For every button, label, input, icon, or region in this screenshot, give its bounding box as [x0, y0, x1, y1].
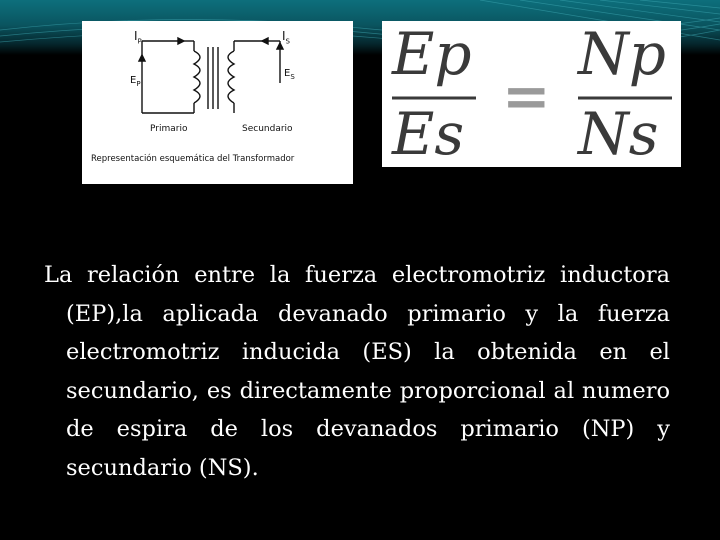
label-is: $I_S$: [282, 29, 290, 46]
formula-right-numerator: Np: [578, 20, 666, 88]
body-paragraph: La relación entre la fuerza electromotriz inductora (EP),la aplicada devanado primario y la fuerza electromotriz inducida (ES) la obtenida en el secundario, es directamente proporcional al numero de espira de los devanados primario (NP) y secundario (NS).: [44, 262, 670, 481]
label-ip: $I_P$: [134, 29, 142, 46]
ratio-formula: [382, 21, 681, 167]
label-ep: $E_P$: [130, 75, 141, 88]
formula-left-denominator: Es: [392, 100, 465, 168]
label-primary: Primario: [150, 124, 188, 134]
diagram-caption: Representación esquemática del Transformador: [91, 154, 295, 164]
formula-equals: =: [502, 62, 551, 130]
label-es: $E_S$: [284, 68, 295, 81]
formula-left-numerator: Ep: [392, 20, 472, 88]
label-secondary: Secundario: [242, 124, 293, 134]
transformer-diagram: [82, 21, 353, 184]
formula-right-denominator: Ns: [578, 100, 659, 168]
